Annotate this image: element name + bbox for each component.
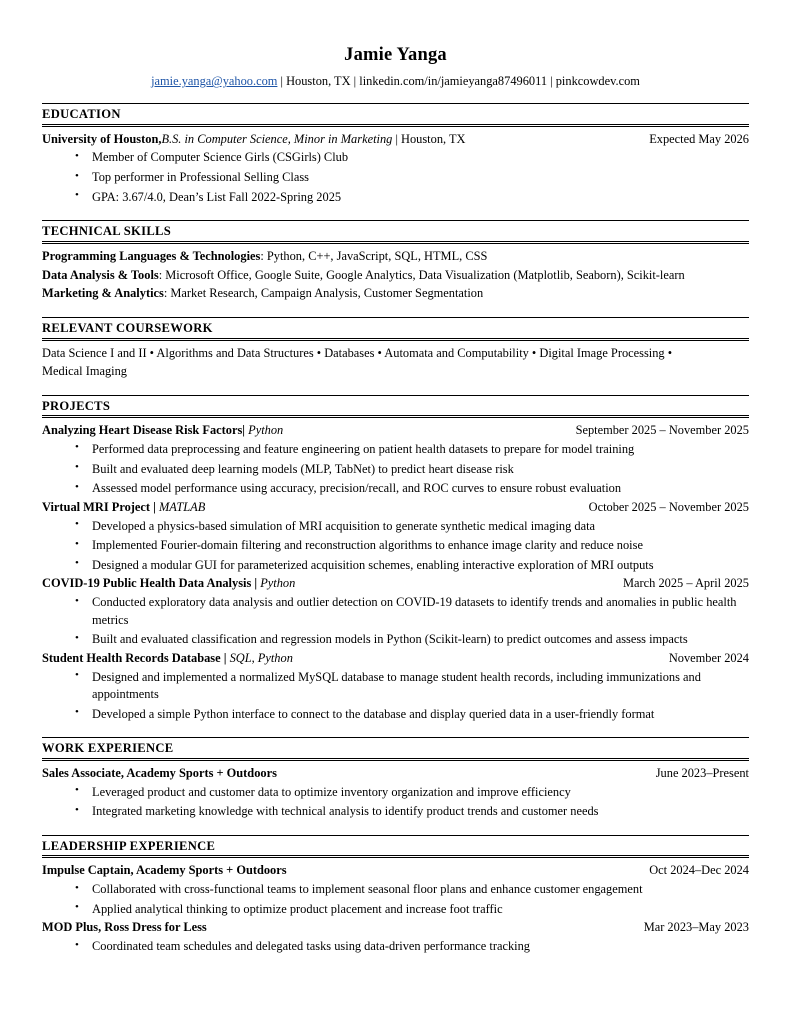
project-date: March 2025 – April 2025: [623, 576, 749, 591]
list-item: • Implemented Fourier-domain filtering and reconstruction algorithms to enhance image clarity and reduce noise: [42, 537, 749, 555]
list-item: • Collaborated with cross-functional teams to implement seasonal floor plans and enhance customer engagement: [42, 881, 749, 899]
coursework-text: Data Science I and II • Algorithms and Data Structures • Databases • Automata and Computability • Digital Image Processing • Medical Imaging: [42, 345, 673, 378]
contact-linkedin[interactable]: linkedin.com/in/jamieyanga87496011: [359, 74, 548, 89]
section-title-leadership-experience: LEADERSHIP EXPERIENCE: [42, 835, 749, 855]
project-name: Analyzing Heart Disease Risk Factors|: [42, 423, 246, 438]
contact-separator-3: |: [547, 74, 556, 89]
section-title-projects: PROJECTS: [42, 395, 749, 415]
project-entry-left: [42, 575, 295, 592]
skill-line: [42, 285, 749, 303]
section-divider-relevant-coursework: [42, 338, 749, 341]
leadership-bullet-list: [42, 881, 749, 918]
project-bullet-list: [42, 594, 749, 649]
contact-location: Houston, TX: [286, 74, 351, 89]
section-title-education: EDUCATION: [42, 103, 749, 123]
section-divider-work-experience: [42, 758, 749, 761]
skill-value: : Microsoft Office, Google Suite, Google Analytics, Data Visualization (Matplotlib, Seaborn), Scikit-learn: [158, 267, 685, 282]
section-title-work-experience: WORK EXPERIENCE: [42, 737, 749, 757]
work-date: June 2023–Present: [655, 765, 749, 780]
project-date: November 2024: [668, 650, 749, 665]
project-entry: [42, 499, 749, 516]
leadership-bullet-list: [42, 938, 749, 956]
candidate-name: Jamie Yanga: [344, 45, 447, 65]
list-item: • Top performer in Professional Selling Class: [42, 169, 749, 187]
leadership-entry-left: [42, 862, 287, 879]
project-bullet-list: [42, 518, 749, 575]
skill-line: [42, 248, 749, 266]
list-item: • Coordinated team schedules and delegated tasks using data-driven performance tracking: [42, 938, 749, 956]
list-item: • Designed a modular GUI for parameterized acquisition schemes, enabling interactive exploration of MRI outputs: [42, 557, 749, 575]
leadership-title: Impulse Captain, Academy Sports + Outdoors: [42, 863, 287, 878]
list-item: • Applied analytical thinking to optimize product placement and increase foot traffic: [42, 901, 749, 919]
project-name: Student Health Records Database |: [42, 650, 227, 665]
project-entry-left: [42, 499, 205, 516]
list-item: • Performed data preprocessing and feature engineering on patient health datasets to prepare for model training: [42, 441, 749, 459]
skill-value: : Python, C++, JavaScript, SQL, HTML, CSS: [260, 248, 488, 263]
list-item: • Built and evaluated classification and regression models in Python (Scikit-learn) to predict outcomes and assess impacts: [42, 631, 749, 649]
list-item: • Leveraged product and customer data to optimize inventory organization and improve efficiency: [42, 784, 749, 802]
leadership-title: MOD Plus, Ross Dress for Less: [42, 920, 207, 935]
project-name: Virtual MRI Project |: [42, 499, 156, 514]
list-item: • Assessed model performance using accuracy, precision/recall, and ROC curves to ensure robust evaluation: [42, 480, 749, 498]
leadership-entry: [42, 919, 749, 936]
section-leadership-experience: [42, 835, 749, 956]
education-date: Expected May 2026: [649, 131, 749, 146]
project-tech: Python: [257, 576, 296, 591]
contact-website[interactable]: pinkcowdev.com: [555, 74, 640, 89]
education-school: University of Houston,: [42, 131, 162, 146]
project-tech: SQL, Python: [226, 650, 293, 665]
leadership-entry-left: [42, 919, 207, 936]
section-technical-skills: [42, 220, 749, 303]
skill-label: Marketing & Analytics: [42, 286, 164, 301]
work-entry-left: [42, 765, 277, 782]
list-item: • Developed a physics-based simulation of MRI acquisition to generate synthetic medical imaging data: [42, 518, 749, 536]
project-entry-left: [42, 650, 293, 667]
section-work-experience: [42, 737, 749, 820]
section-relevant-coursework: [42, 317, 749, 380]
education-entry: [42, 131, 749, 148]
section-title-technical-skills: TECHNICAL SKILLS: [42, 220, 749, 240]
skill-value: : Market Research, Campaign Analysis, Customer Segmentation: [163, 286, 484, 301]
section-projects: [42, 395, 749, 724]
skill-label: Data Analysis & Tools: [42, 267, 159, 282]
education-bullet-list: [42, 149, 749, 206]
work-title: Sales Associate, Academy Sports + Outdoors: [42, 765, 277, 780]
skill-label: Programming Languages & Technologies: [42, 248, 261, 263]
project-entry: [42, 650, 749, 667]
leadership-entry: [42, 862, 749, 879]
project-bullet-list: [42, 441, 749, 498]
list-item: • Integrated marketing knowledge with technical analysis to identify product trends and customer needs: [42, 803, 749, 821]
list-item: • Developed a simple Python interface to connect to the database and display queried data in a user-friendly format: [42, 706, 749, 724]
leadership-date: Oct 2024–Dec 2024: [649, 863, 749, 878]
email-link[interactable]: jamie.yanga@yahoo.com: [151, 74, 278, 89]
work-bullet-list: [42, 784, 749, 821]
section-education: [42, 103, 749, 206]
list-item: • Member of Computer Science Girls (CSGirls) Club: [42, 149, 749, 167]
project-bullet-list: [42, 669, 749, 724]
work-entry: [42, 765, 749, 782]
section-divider-education: [42, 124, 749, 127]
education-degree: B.S. in Computer Science, Minor in Marketing: [161, 131, 393, 146]
section-title-relevant-coursework: RELEVANT COURSEWORK: [42, 317, 749, 337]
contact-line: [42, 74, 749, 89]
list-item: • GPA: 3.67/4.0, Dean’s List Fall 2022-Spring 2025: [42, 189, 749, 207]
project-date: October 2025 – November 2025: [588, 499, 749, 514]
section-divider-technical-skills: [42, 241, 749, 244]
list-item: • Designed and implemented a normalized MySQL database to manage student health records, including immunizations and appointments: [42, 669, 749, 704]
leadership-date: Mar 2023–May 2023: [643, 920, 749, 935]
project-entry: [42, 575, 749, 592]
project-name: COVID-19 Public Health Data Analysis |: [42, 576, 258, 591]
list-item: • Conducted exploratory data analysis and outlier detection on COVID-19 datasets to identify trends and anomalies in public health metrics: [42, 594, 749, 629]
project-date: September 2025 – November 2025: [575, 423, 749, 438]
skill-line: [42, 267, 749, 285]
contact-separator-1: |: [277, 74, 287, 89]
project-entry-left: [42, 422, 283, 439]
project-entry: [42, 422, 749, 439]
education-entry-left: [42, 131, 466, 148]
project-tech: MATLAB: [155, 499, 206, 514]
list-item: • Built and evaluated deep learning models (MLP, TabNet) to predict heart disease risk: [42, 461, 749, 479]
section-divider-leadership-experience: [42, 855, 749, 858]
project-tech: Python: [245, 423, 284, 438]
contact-separator-2: |: [350, 74, 360, 89]
education-location: | Houston, TX: [392, 131, 466, 146]
section-divider-projects: [42, 415, 749, 418]
